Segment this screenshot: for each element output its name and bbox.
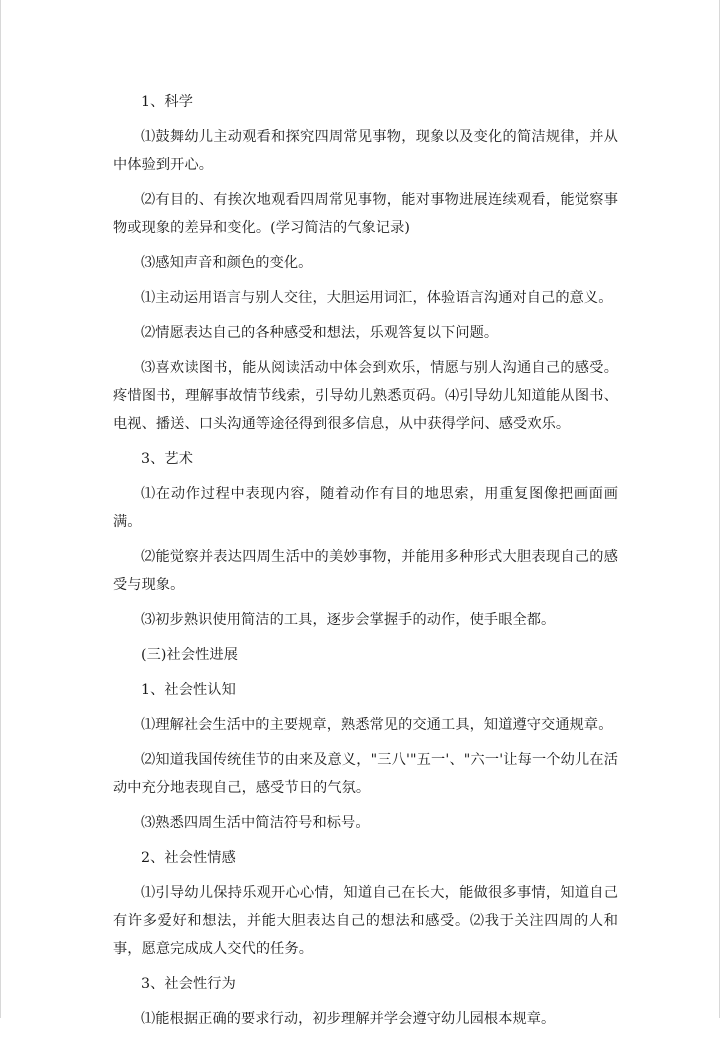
heading-social-emotion: 2、社会性情感 <box>141 850 236 866</box>
paragraph: ⑵有目的、有挨次地观看四周常见事物，能对事物进展连续观看，能觉察事物或现象的差异和变化。(学习简洁的气象记录) <box>113 192 618 236</box>
heading-science: 1、科学 <box>141 94 193 110</box>
paragraph: ⑵情愿表达自己的各种感受和想法，乐观答复以下问题。 <box>141 325 499 341</box>
document-body <box>113 88 618 1040</box>
paragraph: ⑵能觉察并表达四周生活中的美妙事物，并能用多种形式大胆表现自己的感受与现象。 <box>113 549 618 593</box>
paragraph: ⑴主动运用语言与别人交往，大胆运用词汇，体验语言沟通对自己的意义。 <box>141 290 613 306</box>
paragraph: ⑴鼓舞幼儿主动观看和探究四周常见事物，现象以及变化的简洁规律，并从中体验到开心。 <box>113 129 618 173</box>
heading-social-development: (三)社会性进展 <box>141 647 238 663</box>
paragraph: ⑴能根据正确的要求行动，初步理解并学会遵守幼儿园根本规章。 <box>141 1011 556 1027</box>
paragraph: ⑶熟悉四周生活中简洁符号和标号。 <box>141 815 370 831</box>
paragraph: ⑶感知声音和颜色的变化。 <box>141 255 313 271</box>
heading-social-behavior: 3、社会性行为 <box>141 976 236 992</box>
paragraph: ⑵知道我国传统佳节的由来及意义，"三八'"五一'、"六一'让每一个幼儿在活动中充分地表现自己，感受节日的气氛。 <box>113 752 618 796</box>
heading-social-cognition: 1、社会性认知 <box>141 682 236 698</box>
paragraph: ⑶喜欢读图书，能从阅读活动中体会到欢乐，情愿与别人沟通自己的感受。疼惜图书，理解事故情节线索，引导幼儿熟悉页码。⑷引导幼儿知道能从图书、电视、播送、口头沟通等途径得到很多信息，从中获得学问、感受欢乐。 <box>113 360 618 432</box>
paragraph: ⑴理解社会生活中的主要规章，熟悉常见的交通工具，知道遵守交通规章。 <box>141 717 613 733</box>
heading-art: 3、艺术 <box>141 451 193 467</box>
paragraph: ⑶初步熟识使用简洁的工具，逐步会掌握手的动作，使手眼全都。 <box>141 612 556 628</box>
paragraph: ⑴引导幼儿保持乐观开心心情，知道自己在长大，能做很多事情，知道自己有许多爱好和想法，并能大胆表达自己的想法和感受。⑵我于关注四周的人和事，愿意完成成人交代的任务。 <box>113 885 618 957</box>
paragraph: ⑴在动作过程中表现内容，随着动作有目的地思索，用重复图像把画面画满。 <box>113 486 618 530</box>
